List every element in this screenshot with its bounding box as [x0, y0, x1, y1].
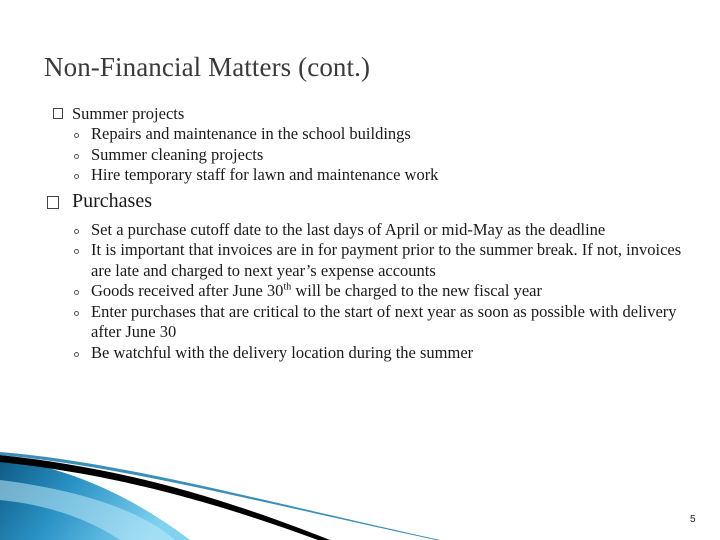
sub-bullet-item: Enter purchases that are critical to the start of next year as soon as possible with delivery after June 30: [44, 302, 704, 343]
circle-bullet-icon: [74, 154, 79, 159]
sub-bullet-item: Hire temporary staff for lawn and maintenance work: [44, 165, 704, 186]
slide-title: Non-Financial Matters (cont.): [44, 52, 371, 82]
sub-bullet-item: Be watchful with the delivery location during the summer: [44, 343, 704, 364]
bullet-summer-projects: [44, 103, 704, 124]
checkbox-bullet-icon: [53, 108, 63, 119]
sub-bullet-list: [44, 124, 704, 186]
circle-bullet-icon: [74, 311, 79, 316]
circle-bullet-icon: [74, 290, 79, 295]
sub-bullet-item: Set a purchase cutoff date to the last days of April or mid-May as the deadline: [44, 220, 704, 241]
sub-bullet-item: It is important that invoices are in for payment prior to the summer break. If not, invoices are late and charged to next year’s expense accounts: [44, 240, 704, 281]
circle-bullet-icon: [74, 133, 79, 138]
page-number: 5: [690, 514, 696, 525]
circle-bullet-icon: [74, 352, 79, 357]
sub-bullet-item: Summer cleaning projects: [44, 145, 704, 166]
circle-bullet-icon: [74, 249, 79, 254]
section-heading: Purchases: [72, 189, 152, 212]
sub-bullet-item: Repairs and maintenance in the school buildings: [44, 124, 704, 145]
circle-bullet-icon: [74, 229, 79, 234]
section-summer-projects: [44, 103, 704, 186]
sub-bullet-list: [44, 220, 704, 364]
section-purchases: [44, 189, 704, 364]
bullet-list: [44, 103, 704, 363]
sub-bullet-item: Goods received after June 30th will be charged to the new fiscal year: [44, 281, 704, 302]
bullet-purchases: [44, 189, 704, 214]
circle-bullet-icon: [74, 174, 79, 179]
section-heading: Summer projects: [72, 104, 185, 123]
checkbox-bullet-icon: [47, 196, 59, 209]
